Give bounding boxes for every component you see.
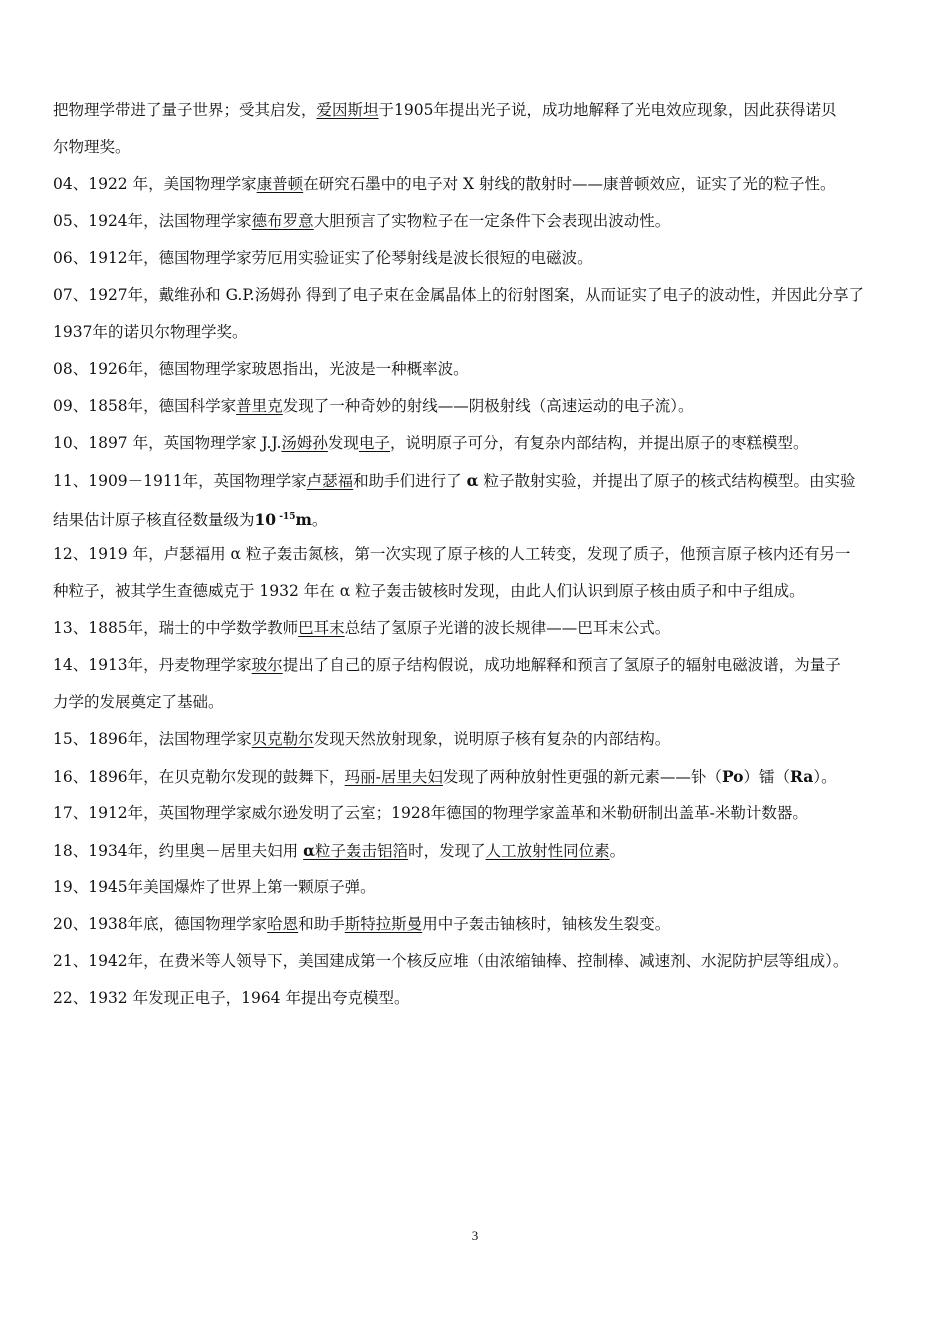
text-run: ）。	[813, 768, 837, 786]
text-run: 。	[311, 511, 328, 529]
text-line	[53, 906, 898, 943]
text-run: 发现天然放射现象，说明原子核有复杂的内部结构。	[313, 730, 671, 748]
text-run: 20、1938年底，德国物理学家	[53, 915, 268, 933]
text-run: 05、1924年，法国物理学家	[53, 212, 252, 230]
text-run: 11、1909－1911年，英国物理学家	[53, 472, 307, 490]
text-line	[53, 277, 898, 314]
text-run: 尔物理奖。	[53, 138, 131, 156]
text-line	[53, 795, 898, 832]
underlined-term: 卢瑟福	[306, 472, 354, 490]
text-run: 时，发现了	[408, 842, 486, 860]
text-line	[53, 536, 898, 573]
text-run: 13、1885年，瑞士的中学数学教师	[53, 619, 299, 637]
text-line	[53, 647, 898, 684]
text-run: 发现	[327, 434, 359, 452]
text-run: Ra	[790, 767, 814, 786]
text-run: 07、1927年，戴维孙和 G.P.汤姆孙 得到了电子束在金属晶体上的衍射图案，从而证实了电子的波动性，并因此分享了	[53, 286, 864, 304]
text-run: 用中子轰击铀核时，铀核发生裂变。	[422, 915, 671, 933]
text-line	[53, 758, 898, 795]
text-line	[53, 240, 898, 277]
text-line	[53, 166, 898, 203]
text-run: Po	[721, 767, 744, 786]
underlined-term: 玛丽-居里夫妇	[344, 768, 443, 786]
text-run: 力学的发展奠定了基础。	[53, 693, 224, 711]
text-run: 发现了一种奇妙的射线——阴极射线（高速运动的电子流）。	[282, 397, 694, 415]
text-run: 15、1896年，法国物理学家	[53, 730, 252, 748]
text-line	[53, 203, 898, 240]
text-line	[53, 832, 898, 869]
underlined-term: 德布罗意	[251, 212, 314, 230]
text-run: 1937年的诺贝尔物理学奖。	[53, 323, 248, 341]
underlined-term: 斯特拉斯曼	[344, 915, 423, 933]
text-line	[53, 943, 898, 980]
underlined-term: 人工放射性同位素	[485, 842, 610, 860]
text-run: 种粒子，被其学生查德威克于 1932 年在 α 粒子轰击铍核时发现，由此人们认识到原子核由质子和中子组成。	[53, 582, 805, 600]
text-run: m	[295, 510, 312, 529]
text-line	[53, 462, 898, 499]
text-run: 把物理学带进了量子世界；受其启发，	[53, 101, 317, 119]
text-run: 于1905年提出光子说，成功地解释了光电效应现象，因此获得诺贝	[378, 101, 837, 119]
text-run: 结果估计原子核直径数量级为	[53, 511, 255, 529]
text-line	[53, 314, 898, 351]
text-run: 22、1932 年发现正电子，1964 年提出夸克模型。	[53, 989, 410, 1007]
text-run: 21、1942年，在费米等人领导下，美国建成第一个核反应堆（由浓缩铀棒、控制棒、减速剂、水泥防护层等组成）。	[53, 952, 849, 970]
text-run: 14、1913年，丹麦物理学家	[53, 656, 252, 674]
text-run: 04、1922 年，美国物理学家	[53, 175, 257, 193]
text-run: 发现了两种放射性更强的新元素——钋（	[442, 768, 722, 786]
text-line	[53, 351, 898, 388]
underlined-term: 贝克勒尔	[251, 730, 314, 748]
text-run: α	[466, 471, 479, 490]
text-line	[53, 425, 898, 462]
underlined-term: 巴耳末	[298, 619, 345, 637]
text-run: 大胆预言了实物粒子在一定条件下会表现出波动性。	[313, 212, 671, 230]
text-line	[53, 721, 898, 758]
text-line	[53, 573, 898, 610]
text-run: 10、1897 年，英国物理学家 J.J.	[53, 434, 282, 452]
text-run: 18、1934年，约里奥－居里夫妇用	[53, 842, 304, 860]
text-run: 16、1896年，在贝克勒尔发现的鼓舞下，	[53, 768, 345, 786]
text-run: ）镭（	[743, 768, 791, 786]
text-line	[53, 129, 898, 166]
underlined-term: α	[303, 841, 316, 860]
text-line	[53, 684, 898, 721]
text-run: 17、1912年，英国物理学家威尔逊发明了云室；1928年德国的物理学家盖革和米勒研制出盖革-米勒计数器。	[53, 804, 808, 822]
text-run: 06、1912年，德国物理学家劳厄用实验证实了伦琴射线是波长很短的电磁波。	[53, 249, 593, 267]
text-run: 19、1945年美国爆炸了世界上第一颗原子弹。	[53, 878, 376, 896]
underlined-term: 普里克	[236, 397, 283, 415]
underlined-term: 电子	[358, 434, 390, 452]
page-number: 3	[471, 1228, 479, 1243]
underlined-term: 玻尔	[251, 656, 283, 674]
text-run: 提出了自己的原子结构假说，成功地解释和预言了氢原子的辐射电磁波谱，为量子	[282, 656, 841, 674]
text-line	[53, 92, 898, 129]
underlined-term: 哈恩	[267, 915, 299, 933]
text-run: 。	[609, 842, 626, 860]
text-line	[53, 499, 898, 536]
text-run: 在研究石墨中的电子对 X 射线的散射时——康普顿效应，证实了光的粒子性。	[303, 175, 836, 193]
text-line	[53, 980, 898, 1017]
text-run: 08、1926年，德国物理学家玻恩指出，光波是一种概率波。	[53, 360, 469, 378]
text-line	[53, 610, 898, 647]
text-run: 10	[254, 510, 277, 529]
underlined-term: 汤姆孙	[281, 434, 328, 452]
underlined-term: 康普顿	[256, 175, 304, 193]
underlined-term: 爱因斯坦	[316, 101, 379, 119]
text-run: 粒子散射实验，并提出了原子的核式结构模型。由实验	[478, 472, 856, 490]
text-run: 和助手	[298, 915, 345, 933]
superscript: -15	[276, 512, 296, 522]
text-line	[53, 388, 898, 425]
text-run: 12、1919 年，卢瑟福用 α 粒子轰击氮核，第一次实现了原子核的人工转变，发现了质子，他预言原子核内还有另一	[53, 545, 851, 563]
text-run: 总结了氢原子光谱的波长规律——巴耳末公式。	[344, 619, 671, 637]
text-run: ，说明原子可分，有复杂内部结构，并提出原子的枣糕模型。	[389, 434, 809, 452]
text-line	[53, 869, 898, 906]
document-body	[53, 92, 898, 1017]
text-run: 和助手们进行了	[353, 472, 467, 490]
text-run: 09、1858年，德国科学家	[53, 397, 237, 415]
underlined-term: 粒子轰击铝箔	[315, 842, 409, 860]
